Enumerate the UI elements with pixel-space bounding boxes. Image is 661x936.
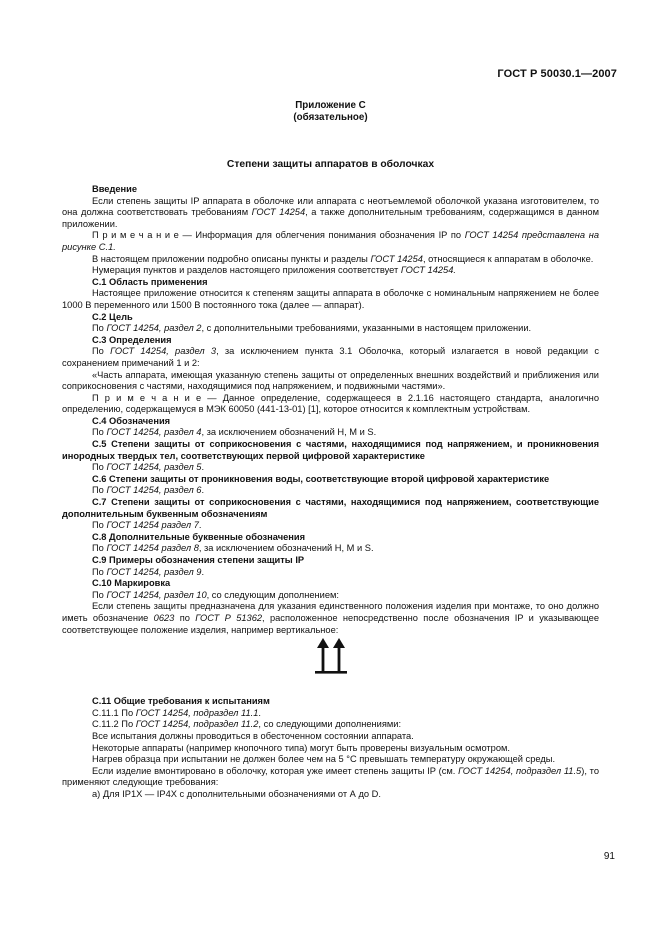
c5-heading: С.5 Степени защиты от соприкосновения с частями, находящимися под напряжением, и проникновения инородных твердых тел, соответствующих первой цифровой характеристике xyxy=(62,439,599,461)
section-title: Степени защиты аппаратов в оболочках xyxy=(226,159,435,170)
page-number: 91 xyxy=(603,851,615,862)
c2-heading: С.2 Цель xyxy=(92,311,133,322)
c3-quote: «Часть аппарата, имеющая указанную степень защиты от определенных внешних воздействий и приближения или соприкосновения с частями, находящимися под напряжением, и подвижными частями». xyxy=(62,369,599,392)
c11-2: С.11.2 По ГОСТ 14254, подраздел 11.2, со следующими дополнениями: xyxy=(92,719,402,730)
c11-1: С.11.1 По ГОСТ 14254, подраздел 11.1. xyxy=(92,707,262,718)
c11-line-5: Нагрев образца при испытании не должен более чем на 5 °С превышать температуру окружающей среды. xyxy=(92,754,556,765)
vertical-position-symbol xyxy=(62,636,599,696)
intro-paragraph-1: Если степень защиты IP аппарата в оболочке или аппарата с неотъемлемой оболочкой указана изготовителем, то она должна соответствовать требованиям ГОСТ 14254, а также дополнительным требованиям, содержащимся в данном приложении. xyxy=(62,195,599,229)
c11-line-6: Если изделие вмонтировано в оболочку, которая уже имеет степень защиты IP (см. ГОСТ 14254, подраздел 11.5), то применяют следующие требования: xyxy=(62,765,599,788)
intro-paragraph-3: Нумерация пунктов и разделов настоящего приложения соответствует ГОСТ 14254. xyxy=(92,265,456,276)
c11-heading: С.11 Общие требования к испытаниям xyxy=(92,696,270,707)
c9-text: По ГОСТ 14254, раздел 9. xyxy=(92,566,205,577)
c11-line-7: а) Для IP1X — IP4X с дополнительными обозначениями от А до D. xyxy=(92,788,381,799)
c10-heading: С.10 Маркировка xyxy=(92,578,171,589)
intro-note: П р и м е ч а н и е — Информация для облегчения понимания обозначения IP по ГОСТ 14254 представлена на рисунке С.1. xyxy=(62,230,599,252)
appendix-title: Приложение С xyxy=(295,100,366,111)
c5-text: По ГОСТ 14254, раздел 5. xyxy=(92,462,205,473)
c9-heading: С.9 Примеры обозначения степени защиты IP xyxy=(92,555,305,565)
document-body xyxy=(62,184,599,801)
c1-text: Настоящее приложение относится к степеням защиты аппарата в оболочке с номинальным напряжением не более 1000 В переменного или 1500 В постоянного тока (далее — аппарат). xyxy=(62,288,599,310)
c4-heading: С.4 Обозначения xyxy=(92,415,171,426)
c1-heading: С.1 Область применения xyxy=(92,276,208,287)
c3-heading: С.3 Определения xyxy=(92,334,172,345)
c11-line-3: Все испытания должны проводиться в обесточенном состоянии аппарата. xyxy=(92,730,414,741)
c3-note: П р и м е ч а н и е — Данное определение, содержащееся в 2.1.16 настоящего стандарта, аналогично определению, содержащемуся в МЭК 60050 (441-13-01) [1], которое относится к комплектным устройствам. xyxy=(62,392,599,415)
c8-heading: С.8 Дополнительные буквенные обозначения xyxy=(92,531,306,542)
c8-text: По ГОСТ 14254 раздел 8, за исключением обозначений Н, М и S. xyxy=(92,543,374,554)
appendix-status: (обязательное) xyxy=(293,112,368,123)
c7-heading: С.7 Степени защиты от соприкосновения с частями, находящимися под напряжением, соответствующие дополнительным буквенным обозначениям xyxy=(62,497,599,519)
intro-heading: Введение xyxy=(92,184,138,194)
c10-paragraph: Если степень защиты предназначена для указания единственного положения изделия при монтаже, то оно должно иметь обозначение 0623 по ГОСТ Р 51362, расположенное непосредственно после обозначения IP и указывающее соответствующее положение изделия, например вертикальное: xyxy=(62,601,599,635)
c3-text: По ГОСТ 14254, раздел 3, за исключением пункта 3.1 Оболочка, который излагается в новой редакции с сохранением примечаний 1 и 2: xyxy=(62,346,599,368)
c6-text: По ГОСТ 14254, раздел 6. xyxy=(92,485,205,496)
intro-paragraph-2: В настоящем приложении подробно описаны пункты и разделы ГОСТ 14254, относящиеся к аппаратам в оболочке. xyxy=(92,253,594,264)
c10-text: По ГОСТ 14254, раздел 10, со следующим дополнением: xyxy=(92,589,339,600)
document-code-header: ГОСТ Р 50030.1—2007 xyxy=(497,68,617,80)
up-arrows-icon xyxy=(314,638,348,674)
c4-text: По ГОСТ 14254, раздел 4, за исключением обозначений Н, М и S. xyxy=(92,427,377,438)
c7-text: По ГОСТ 14254 раздел 7. xyxy=(92,520,202,531)
c11-line-4: Некоторые аппараты (например кнопочного типа) могут быть проверены визуальным осмотром. xyxy=(92,742,511,753)
c6-heading: С.6 Степени защиты от проникновения воды, соответствующие второй цифровой характеристике xyxy=(92,473,550,484)
c2-text: По ГОСТ 14254, раздел 2, с дополнительными требованиями, указанными в настоящем приложении. xyxy=(92,323,532,334)
